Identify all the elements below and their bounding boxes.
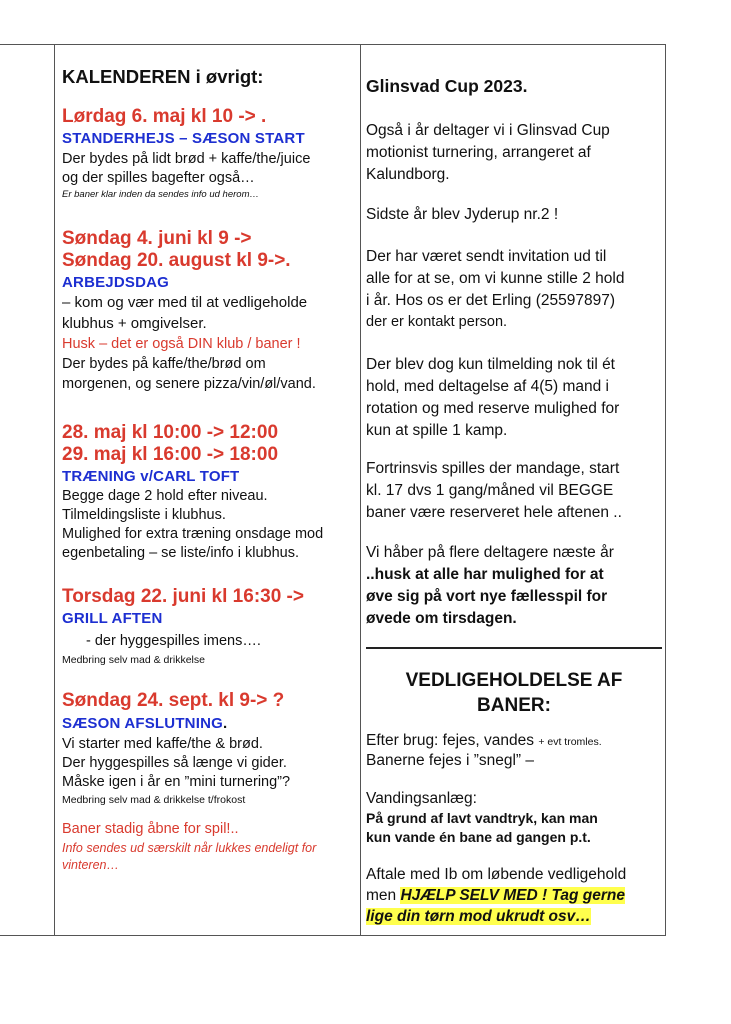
cup-title: Glinsvad Cup 2023. <box>366 76 528 96</box>
event-text: Der hyggespilles så længe vi gider. <box>62 755 287 771</box>
event-date: Torsdag 22. juni kl 16:30 -> <box>62 586 304 607</box>
cup-text: Sidste år blev Jyderup nr.2 ! <box>366 206 559 223</box>
cup-emphasis: øve sig på vort nye fællesspil for <box>366 588 608 605</box>
event-note: Medbring selv mad & drikkelse t/frokost <box>62 794 246 806</box>
event-text: Måske igen i år en ”mini turnering”? <box>62 774 291 790</box>
cup-text: Der har været sendt invitation ud til <box>366 248 607 265</box>
season-info: Info sendes ud særskilt når lukkes endeligt for <box>62 841 317 855</box>
event-text: – kom og vær med til at vedligeholde <box>62 294 308 311</box>
cup-text: rotation og med reserve mulighed for <box>366 400 620 417</box>
cup-text: der er kontakt person. <box>366 314 508 330</box>
maintenance-text: Efter brug: fejes, vandes + evt tromles. <box>366 732 602 749</box>
season-info: vinteren… <box>62 858 119 872</box>
event-date: Lørdag 6. maj kl 10 -> . <box>62 106 267 127</box>
cup-emphasis: ..husk at alle har mulighed for at <box>366 566 604 583</box>
cup-text: Kalundborg. <box>366 166 450 183</box>
maintenance-text: Aftale med Ib om løbende vedligehold <box>366 866 627 883</box>
event-note: Medbring selv mad & drikkelse <box>62 654 205 666</box>
event-reminder: Husk – det er også DIN klub / baner ! <box>62 336 301 352</box>
event-text: Vi starter med kaffe/the & brød. <box>62 736 263 752</box>
cup-text: baner være reserveret hele aftenen .. <box>366 504 622 521</box>
event-text: og der spilles bagefter også… <box>62 170 255 186</box>
event-title: ARBEJDSDAG <box>62 274 170 291</box>
event-text: klubhus + omgivelser. <box>62 315 207 332</box>
calendar-column <box>58 44 358 934</box>
column-divider-middle <box>360 45 361 935</box>
cup-text: alle for at se, om vi kunne stille 2 hold <box>366 270 625 287</box>
column-divider-left <box>54 45 55 935</box>
event-text: Tilmeldingsliste i klubhus. <box>62 507 226 523</box>
info-column <box>362 44 666 934</box>
event-date: 28. maj kl 10:00 -> 12:00 <box>62 422 279 443</box>
event-text: egenbetaling – se liste/info i klubhus. <box>62 545 299 561</box>
event-date: Søndag 4. juni kl 9 -> <box>62 228 252 249</box>
cup-text: motionist turnering, arrangeret af <box>366 144 591 161</box>
maintenance-title: VEDLIGEHOLDELSE AF <box>405 670 623 691</box>
event-date: Søndag 24. sept. kl 9-> ? <box>62 690 285 711</box>
season-notice: Baner stadig åbne for spil!.. <box>62 821 239 837</box>
maintenance-text: Vandingsanlæg: <box>366 790 477 807</box>
event-title: GRILL AFTEN <box>62 610 163 627</box>
event-title: STANDERHEJS – SÆSON START <box>62 130 305 147</box>
event-date: Søndag 20. august kl 9->. <box>62 250 291 271</box>
event-text: Der bydes på kaffe/the/brød om <box>62 356 266 372</box>
event-date: 29. maj kl 16:00 -> 18:00 <box>62 444 279 465</box>
cup-text: i år. Hos os er det Erling (25597897) <box>366 292 615 309</box>
maintenance-warning: På grund af lavt vandtryk, kan man <box>366 810 598 826</box>
calendar-heading: KALENDEREN i øvrigt: <box>62 66 264 87</box>
maintenance-text: men HJÆLP SELV MED ! Tag gerne <box>366 887 625 904</box>
cup-text: Fortrinsvis spilles der mandage, start <box>366 460 620 477</box>
cup-text: kun at spille 1 kamp. <box>366 422 508 439</box>
event-text: - der hyggespilles imens…. <box>86 633 261 649</box>
cup-emphasis: øvede om tirsdagen. <box>366 610 517 627</box>
event-text: morgenen, og senere pizza/vin/øl/vand. <box>62 376 316 392</box>
section-divider <box>366 647 662 649</box>
event-title: SÆSON AFSLUTNING. <box>62 715 228 732</box>
cup-text: Der blev dog kun tilmelding nok til ét <box>366 356 615 373</box>
cup-text: kl. 17 dvs 1 gang/måned vil BEGGE <box>366 482 614 499</box>
event-text: Begge dage 2 hold efter niveau. <box>62 488 268 504</box>
maintenance-text: Banerne fejes i ”snegl” – <box>366 752 535 769</box>
event-title: TRÆNING v/CARL TOFT <box>62 468 240 485</box>
maintenance-text: lige din tørn mod ukrudt osv… <box>366 908 591 925</box>
maintenance-title: BANER: <box>477 695 551 716</box>
cup-text: Også i år deltager vi i Glinsvad Cup <box>366 122 610 139</box>
event-note: Er baner klar inden da sendes info ud herom… <box>62 189 259 200</box>
cup-text: hold, med deltagelse af 4(5) mand i <box>366 378 609 395</box>
event-text: Der bydes på lidt brød + kaffe/the/juice <box>62 151 311 167</box>
maintenance-warning: kun vande én bane ad gangen p.t. <box>366 829 591 845</box>
event-text: Mulighed for extra træning onsdage mod <box>62 526 324 542</box>
cup-text: Vi håber på flere deltagere næste år <box>366 544 614 561</box>
